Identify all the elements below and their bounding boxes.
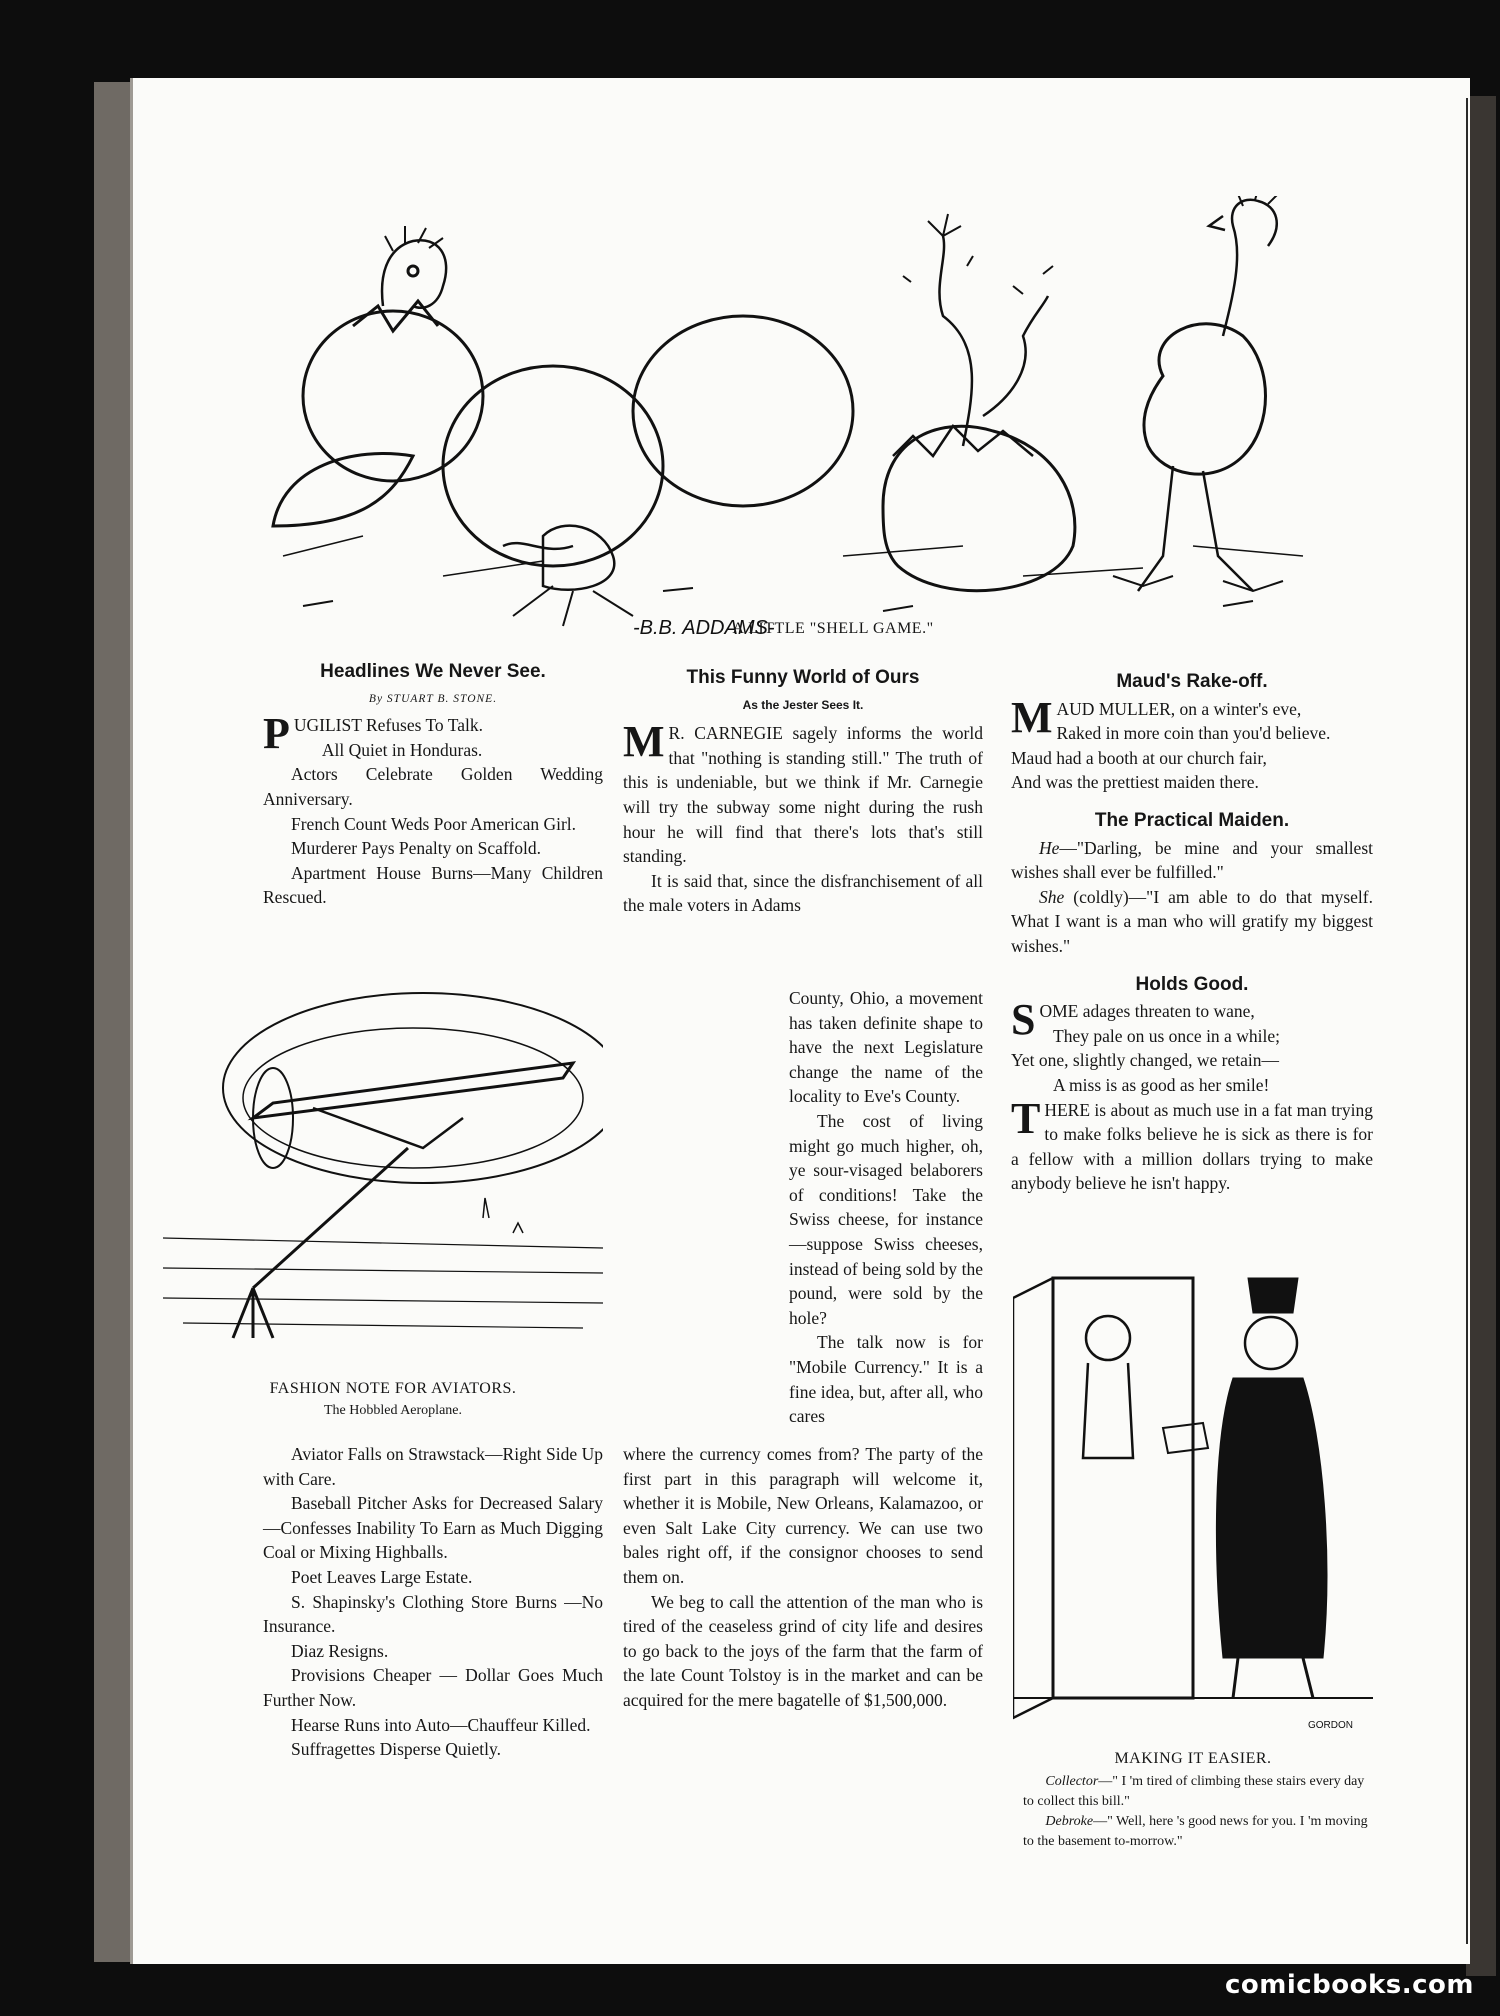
fat-man-paragraph: THERE is about as much use in a fat man trying to make folks believe he is sick as there is for a fellow with a million dollars trying to make anybody believe he isn't happy. <box>1011 1093 1373 1194</box>
funny-world-subtitle: As the Jester Sees It. <box>742 697 864 712</box>
headline-line: Aviator Falls on Strawstack—Right Side Up with Care. <box>263 1444 603 1489</box>
headline-line: Provisions Cheaper — Dollar Goes Much Further Now. <box>263 1665 603 1710</box>
mauds-verse: MAUD MULLER, on a winter's eve, Raked in more coin than you'd believe. Maud had a booth at our church fair, And was the prettiest maiden there. <box>1011 692 1331 793</box>
funny-world-p5: We beg to call the attention of the man who is tired of the ceaseless grind of city life and desires to go back to the joys of the farm that the farm of the late Count Tolstoy is in the market and can be acquired for the mere bagatelle of $1,500,000. <box>623 1591 983 1710</box>
headline-line: Diaz Resigns. <box>291 1640 389 1661</box>
drop-cap-m2: M <box>1011 692 1053 742</box>
holds-good-title: Holds Good. <box>1135 973 1249 995</box>
hobbled-aeroplane-illustration <box>163 968 603 1348</box>
mauds-title: Maud's Rake-off. <box>1116 671 1268 692</box>
page-edge-right <box>1466 96 1496 1976</box>
funny-world-title: This Funny World of Ours <box>686 667 920 688</box>
holds-good-verse: SOME adages threaten to wane, They pale on us once in a while; Yet one, slightly changed, we retain— A miss is as good as her smile! <box>1011 995 1280 1095</box>
headline-line: All Quiet in Honduras. <box>321 739 483 760</box>
making-it-easier-illustration <box>1013 1258 1373 1738</box>
headline-line: S. Shapinsky's Clothing Store Burns —No Insurance. <box>263 1591 603 1637</box>
practical-title: The Practical Maiden. <box>1094 809 1290 831</box>
making-it-easier-dialogue: Collector—" I 'm tired of climbing these stairs every day to collect this bill." Debroke—" Well, here 's good news for you. I 'm moving to the basement to-morrow." <box>1023 1774 1368 1849</box>
headlines-first-line: PUGILIST Refuses To Talk. <box>263 709 483 759</box>
funny-world-column-narrow <box>789 986 983 1429</box>
funny-world-p1: M R. CARNEGIE sagely informs the world that "nothing is standing still." The truth of this is undeniable, but we think if Mr. Carnegie will try the subway some night during the rush hour he will find that there's lots that's still standing. <box>623 717 983 867</box>
shell-game-caption: A LITTLE "SHELL GAME." <box>732 620 934 637</box>
shell-game-illustration <box>243 196 1343 646</box>
site-watermark: comicbooks.com <box>1224 1970 1474 2000</box>
right-column <box>1011 670 1373 1196</box>
headline-line: Baseball Pitcher Asks for Decreased Salary—Confesses Inability To Earn as Much Digging Coal or Mixing Highballs. <box>263 1493 603 1563</box>
drop-cap-m: M <box>623 717 665 767</box>
headlines-column-top <box>263 660 603 910</box>
headline-line: Murderer Pays Penalty on Scaffold. <box>291 838 541 859</box>
funny-world-p4a: The talk now is for "Mobile Currency." It is a fine idea, but, after all, who cares <box>789 1332 983 1427</box>
aviators-sub-caption: The Hobbled Aeroplane. <box>323 1403 462 1418</box>
funny-world-p2a: It is said that, since the disfranchisement of all the male voters in Adams <box>623 870 983 916</box>
headline-line: Poet Leaves Large Estate. <box>291 1566 473 1587</box>
headline-line: Actors Celebrate Golden Wedding Anniversary. <box>263 764 603 809</box>
hatching-eggs-drawing <box>243 196 1343 646</box>
funny-world-p3: The cost of living might go much higher, oh, ye sour-visaged belaborers of conditions! Take the Swiss cheese, for instance—suppose Swiss cheeses, instead of being sold by the pound, were sold by the hole? <box>789 1110 983 1328</box>
aviators-caption: FASHION NOTE FOR AVIATORS. <box>269 1380 517 1397</box>
making-it-easier-caption: MAKING IT EASIER. <box>1114 1750 1272 1767</box>
headlines-title: Headlines We Never See. <box>320 661 546 682</box>
practical-she: She (coldly)—"I am able to do that myself. What I want is a man who will gratify my biggest wishes." <box>1011 886 1373 956</box>
headlines-byline: By STUART B. STONE. <box>368 692 498 705</box>
practical-he: He—"Darling, be mine and your smallest wishes shall ever be fulfilled." <box>1011 837 1373 883</box>
collector-door-drawing <box>1013 1258 1373 1738</box>
drop-cap-p: P <box>263 709 290 759</box>
headline-line: Suffragettes Disperse Quietly. <box>291 1739 501 1760</box>
cartoon-signature-gordon: GORDON <box>1308 1720 1353 1731</box>
funny-world-column-bottom <box>623 1442 983 1713</box>
drop-cap-s: S <box>1011 995 1036 1045</box>
headline-line: Apartment House Burns—Many Children Rescued. <box>263 862 603 908</box>
cartoon-signature: -B.B. ADDAMS- <box>633 617 775 639</box>
headline-line: French Count Weds Poor American Girl. <box>291 813 577 834</box>
magazine-page <box>130 78 1470 1964</box>
funny-world-p4b: where the currency comes from? The party of the first part in this paragraph will welcome it, whether it is Mobile, New Orleans, Kalamazoo, or even Salt Lake City currency. We can use two bales right off, if the consignor chooses to send them on. <box>623 1444 983 1587</box>
headlines-column-bottom <box>263 1442 603 1762</box>
drop-cap-t: T <box>1011 1093 1041 1143</box>
page-inner-rule <box>1466 98 1468 1944</box>
aeroplane-drawing <box>163 968 603 1348</box>
headline-line: Hearse Runs into Auto—Chauffeur Killed. <box>291 1714 591 1735</box>
funny-world-column-top <box>623 666 983 918</box>
funny-world-p2b: County, Ohio, a movement has taken definite shape to have the next Legislature change the name of the locality to Eve's County. <box>789 988 983 1107</box>
